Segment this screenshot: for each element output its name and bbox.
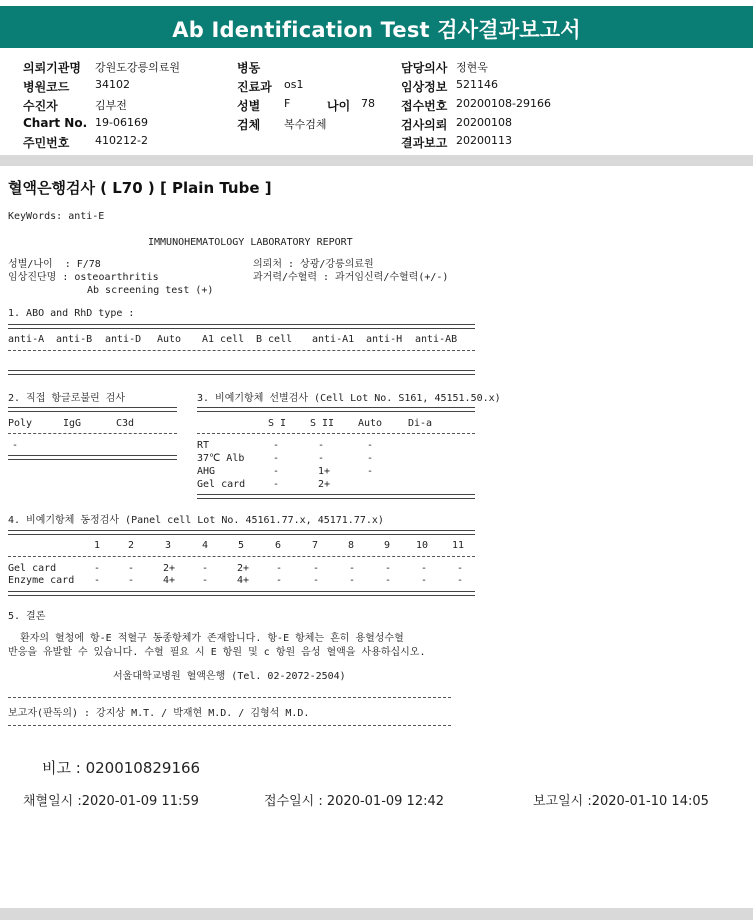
header-value: 정현욱 <box>456 61 488 74</box>
panel-cell: - <box>276 563 283 574</box>
header-value: 410212-2 <box>95 134 148 147</box>
referrer: 의뢰처 : 상광/강릉의료원 <box>253 259 374 270</box>
report-title-bar <box>0 6 753 48</box>
screen-cell: - <box>367 466 374 477</box>
abo-header: B cell <box>256 334 293 345</box>
screen-cell: - <box>367 440 374 451</box>
dashed-rule <box>8 433 177 434</box>
divider <box>0 908 753 920</box>
double-rule <box>8 370 475 375</box>
header-row: 병원코드 <box>23 80 70 94</box>
screen-cell: - <box>367 453 374 464</box>
panel-cell: - <box>457 563 464 574</box>
dashed-rule <box>8 350 475 351</box>
screen-cell: - <box>318 453 325 464</box>
abo-header: anti-A <box>8 334 45 345</box>
panel-col-header: 10 <box>416 540 429 551</box>
panel-col-header: 3 <box>165 540 172 551</box>
panel-cell: - <box>276 575 283 586</box>
panel-col-header: 7 <box>312 540 319 551</box>
age-value: 78 <box>361 97 375 110</box>
panel-cell: - <box>313 563 320 574</box>
section2-title: 2. 직접 항글로불린 검사 <box>8 393 126 404</box>
header-value: 20200113 <box>456 134 512 147</box>
conclusion-line: 반응을 유발할 수 있습니다. 수혈 필요 시 E 항원 및 c 항원 음성 혈액을 사용하십시오. <box>8 647 426 658</box>
collected-datetime: 채혈일시 :2020-01-09 11:59 <box>23 794 199 809</box>
panel-cell: - <box>349 575 356 586</box>
screen-header: Auto <box>358 418 383 429</box>
panel-cell: - <box>202 563 209 574</box>
panel-col-header: 2 <box>128 540 135 551</box>
panel-cell: - <box>349 563 356 574</box>
panel-col-header: 11 <box>452 540 465 551</box>
panel-cell: - <box>385 575 392 586</box>
panel-cell: - <box>94 575 101 586</box>
panel-cell: - <box>202 575 209 586</box>
reported-datetime: 보고일시 :2020-01-10 14:05 <box>533 794 709 809</box>
screen-cell: - <box>273 453 280 464</box>
dat-header: IgG <box>63 418 82 429</box>
panel-cell: - <box>421 575 428 586</box>
screen-row-label: Gel card <box>197 479 246 490</box>
screen-header: S II <box>310 418 335 429</box>
screen-row-label: 37℃ Alb <box>197 453 245 464</box>
abo-header: anti-H <box>366 334 403 345</box>
dat-header: Poly <box>8 418 33 429</box>
header-row: 담당의사 <box>401 61 448 75</box>
header-value: 521146 <box>456 78 498 91</box>
panel-row-label: Gel card <box>8 563 57 574</box>
panel-cell: 2+ <box>237 563 250 574</box>
header-value: 강원도강릉의료원 <box>95 61 181 74</box>
history: 과거력/수혈력 : 과거임신력/수혈력(+/-) <box>253 272 449 283</box>
panel-col-header: 4 <box>202 540 209 551</box>
header-value: os1 <box>284 78 304 91</box>
header-row: 주민번호 <box>23 136 70 150</box>
header-row: 수진자 <box>23 99 58 113</box>
screen-header: S I <box>268 418 287 429</box>
diagnosis: 임상진단명 : osteoarthritis <box>8 272 159 283</box>
header-row: 접수번호 <box>401 99 448 113</box>
panel-cell: 4+ <box>237 575 250 586</box>
panel-cell: - <box>385 563 392 574</box>
header-row: 임상정보 <box>401 80 448 94</box>
screen-cell: 2+ <box>318 479 331 490</box>
header-row: Chart No. <box>23 116 88 130</box>
dat-value: - <box>12 440 19 451</box>
panel-col-header: 1 <box>94 540 101 551</box>
panel-cell: 2+ <box>163 563 176 574</box>
dashed-rule <box>8 725 451 726</box>
screen-header: Di-a <box>408 418 433 429</box>
lab-report-title: IMMUNOHEMATOLOGY LABORATORY REPORT <box>148 237 353 248</box>
section5-title: 5. 결론 <box>8 611 46 622</box>
header-value: 34102 <box>95 78 130 91</box>
dat-header: C3d <box>116 418 135 429</box>
double-rule <box>197 407 475 412</box>
panel-cell: - <box>128 575 135 586</box>
reporter: 보고자(판독의) : 강지상 M.T. / 박재현 M.D. / 김형석 M.D. <box>8 708 310 719</box>
header-value: F <box>284 97 291 110</box>
screen-cell: - <box>318 440 325 451</box>
header-value: 김부전 <box>95 99 127 112</box>
dashed-rule <box>197 433 475 434</box>
abo-header: anti-AB <box>415 334 458 345</box>
header-value: 20200108-29166 <box>456 97 551 110</box>
header-row: 성별 <box>237 99 261 113</box>
abo-header: anti-B <box>56 334 93 345</box>
section4-title: 4. 비예기항체 동정검사 (Panel cell Lot No. 45161.77.x, 45171.77.x) <box>8 515 384 526</box>
header-value: 복수검체 <box>284 118 327 131</box>
panel-col-header: 5 <box>238 540 245 551</box>
panel-title: 혈액은행검사 ( L70 ) [ Plain Tube ] <box>8 179 272 197</box>
panel-cell: 4+ <box>163 575 176 586</box>
screen-row-label: AHG <box>197 466 216 477</box>
dashed-rule <box>8 697 451 698</box>
abo-header: anti-D <box>105 334 142 345</box>
note: 비고 : 020010829166 <box>42 759 201 777</box>
panel-cell: - <box>313 575 320 586</box>
dashed-rule <box>8 556 475 557</box>
header-value: 20200108 <box>456 116 512 129</box>
screen-cell: - <box>273 479 280 490</box>
panel-cell: - <box>457 575 464 586</box>
panel-col-header: 9 <box>384 540 391 551</box>
section3-title: 3. 비예기항체 선별검사 (Cell Lot No. S161, 45151.50.x) <box>197 393 501 404</box>
keywords: KeyWords: anti-E <box>8 211 105 222</box>
header-row: 검사의뢰 <box>401 118 448 132</box>
abo-header: Auto <box>157 334 182 345</box>
panel-col-header: 8 <box>348 540 355 551</box>
double-rule <box>8 455 177 460</box>
double-rule <box>8 407 177 412</box>
panel-cell: - <box>94 563 101 574</box>
received-datetime: 접수일시 : 2020-01-09 12:42 <box>264 794 445 809</box>
abo-header: anti-A1 <box>312 334 355 345</box>
divider <box>0 155 753 166</box>
age-label: 나이 <box>327 99 351 113</box>
header-value: 19-06169 <box>95 116 148 129</box>
conclusion-line: 환자의 혈청에 항-E 적혈구 동종항체가 존재합니다. 항-E 항체는 흔히 용혈성수혈 <box>20 633 404 644</box>
hospital-info: 서울대학교병원 혈액은행 (Tel. 02-2072-2504) <box>113 671 346 682</box>
section1-title: 1. ABO and RhD type : <box>8 308 135 319</box>
double-rule <box>8 591 475 596</box>
screen-cell: 1+ <box>318 466 331 477</box>
header-row: 병동 <box>237 61 261 75</box>
double-rule <box>197 494 475 499</box>
header-row: 검체 <box>237 118 261 132</box>
screen-cell: - <box>273 466 280 477</box>
header-row: 결과보고 <box>401 136 448 150</box>
panel-cell: - <box>128 563 135 574</box>
header-row: 진료과 <box>237 80 272 94</box>
report-title: Ab Identification Test 검사결과보고서 <box>172 18 581 42</box>
screening-result: Ab screening test (+) <box>87 285 214 296</box>
screen-cell: - <box>273 440 280 451</box>
panel-col-header: 6 <box>275 540 282 551</box>
panel-row-label: Enzyme card <box>8 575 75 586</box>
double-rule <box>8 324 475 329</box>
screen-row-label: RT <box>197 440 210 451</box>
panel-cell: - <box>421 563 428 574</box>
double-rule <box>8 530 475 535</box>
sex-age: 성별/나이 : F/78 <box>8 259 101 270</box>
header-row: 의뢰기관명 <box>23 61 81 75</box>
abo-header: A1 cell <box>202 334 245 345</box>
